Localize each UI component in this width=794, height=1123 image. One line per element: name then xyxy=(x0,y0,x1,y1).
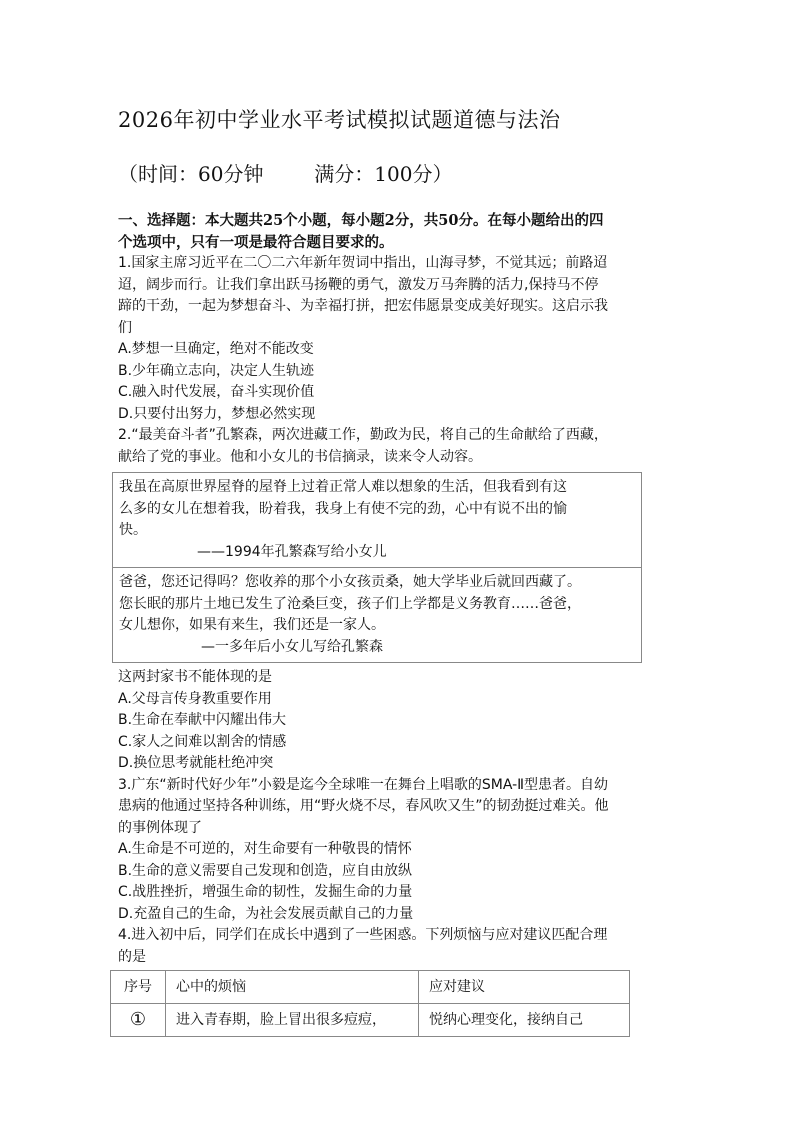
question-stem-line: 3.广东“新时代好少年”小毅是迄今全球唯一在舞台上唱歌的SMA-Ⅱ型患者。自幼 xyxy=(118,776,609,793)
letter-line: 您长眠的那片土地已发生了沧桑巨变，孩子们上学都是义务教育……爸爸， xyxy=(119,595,581,612)
question-3 xyxy=(118,775,678,926)
table-header-cell: 心中的烦恼 xyxy=(166,971,419,1004)
question-stem-line: 的事例体现了 xyxy=(118,819,202,836)
question-1 xyxy=(118,253,678,425)
option-a: A.生命是不可逆的，对生命要有一种敬畏的情怀 xyxy=(118,841,412,857)
letter-line: 爸爸，您还记得吗？您收养的那个小女孩贡桑，她大学毕业后就回西藏了。 xyxy=(119,574,581,590)
letter-line: 快。 xyxy=(119,522,147,538)
table-cell: ① xyxy=(111,1004,166,1037)
question-stem-line: 2.“最美奋斗者”孔繁森，两次进藏工作，勤政为民，将自己的生命献给了西藏， xyxy=(118,427,608,443)
question-prompt: 这两封家书不能体现的是 xyxy=(118,669,272,685)
option-b: B.少年确立志向，决定人生轨迹 xyxy=(118,362,315,379)
option-d: D.换位思考就能杜绝冲突 xyxy=(118,755,274,771)
option-c: C.家人之间难以割舍的情感 xyxy=(118,733,287,750)
question-stem-line: 的是 xyxy=(118,948,146,965)
question-stem-line: 蹄的干劲，一起为梦想奋斗、为幸福打拼，把宏伟愿景变成美好现实。这启示我 xyxy=(118,298,608,314)
section-heading-line: 一、选择题：本大题共25个小题，每小题2分，共50分。在每小题给出的四 xyxy=(118,212,604,229)
option-a: A.梦想一旦确定，绝对不能改变 xyxy=(118,341,314,357)
letter-signature: —一多年后小女儿写给孔繁森 xyxy=(201,638,383,655)
question-stem-line: 迢，阔步而行。让我们拿出跃马扬鞭的勇气，激发万马奔腾的活力,保持马不停 xyxy=(118,276,599,293)
option-c: C.战胜挫折，增强生命的韧性，发掘生命的力量 xyxy=(118,884,413,900)
letter-line: 么多的女儿在想着我，盼着我，我身上有使不完的劲，心中有说不出的愉 xyxy=(119,500,567,517)
section-heading xyxy=(118,210,678,253)
option-b: B.生命的意义需要自己发现和创造，应自由放纵 xyxy=(118,862,413,879)
exam-body xyxy=(118,210,678,1037)
table-header-cell: 序号 xyxy=(111,971,166,1004)
question-stem-line: 患病的他通过坚持各种训练，用“野火烧不尽，春风吹又生”的韧劲挺过难关。他 xyxy=(118,798,609,814)
question-stem-line: 4.进入初中后，同学们在成长中遇到了一些困惑。下列烦恼与应对建议匹配合理 xyxy=(118,927,608,943)
table-cell: 进入青春期，脸上冒出很多痘痘， xyxy=(166,1004,419,1037)
table-header-row xyxy=(111,971,630,1004)
letters-box xyxy=(112,472,642,663)
table-row xyxy=(111,1004,630,1037)
exam-subtitle: （时间：60分钟 满分：100分） xyxy=(118,162,453,186)
letter-from-father xyxy=(113,473,641,567)
option-a: A.父母言传身教重要作用 xyxy=(118,690,272,707)
worries-table xyxy=(110,970,630,1037)
question-stem-line: 献给了党的事业。他和小女儿的书信摘录，读来令人动容。 xyxy=(118,448,482,465)
question-2 xyxy=(118,425,678,775)
letter-signature: ——1994年孔繁森写给小女儿 xyxy=(197,543,387,560)
section-heading-line: 个选项中，只有一项是最符合题目要求的。 xyxy=(118,233,394,251)
option-d: D.只要付出努力，梦想必然实现 xyxy=(118,405,316,422)
exam-title: 2026年初中学业水平考试模拟试题道德与法治 xyxy=(118,108,561,132)
letter-line: 我虽在高原世界屋脊的屋脊上过着正常人难以想象的生活，但我看到有这 xyxy=(119,479,567,495)
table-cell: 悦纳心理变化，接纳自己 xyxy=(419,1004,630,1037)
option-b: B.生命在奉献中闪耀出伟大 xyxy=(118,712,287,728)
letter-from-daughter xyxy=(113,567,641,662)
question-stem-line: 1.国家主席习近平在二〇二六年新年贺词中指出，山海寻梦，不觉其远；前路迢 xyxy=(118,255,608,271)
letter-line: 女儿想你，如果有来生，我们还是一家人。 xyxy=(119,617,385,633)
question-stem-line: 们 xyxy=(118,319,132,336)
option-d: D.充盈自己的生命，为社会发展贡献自己的力量 xyxy=(118,905,414,922)
table-header-cell: 应对建议 xyxy=(419,971,630,1004)
option-c: C.融入时代发展，奋斗实现价值 xyxy=(118,384,315,400)
question-4 xyxy=(118,925,678,1037)
